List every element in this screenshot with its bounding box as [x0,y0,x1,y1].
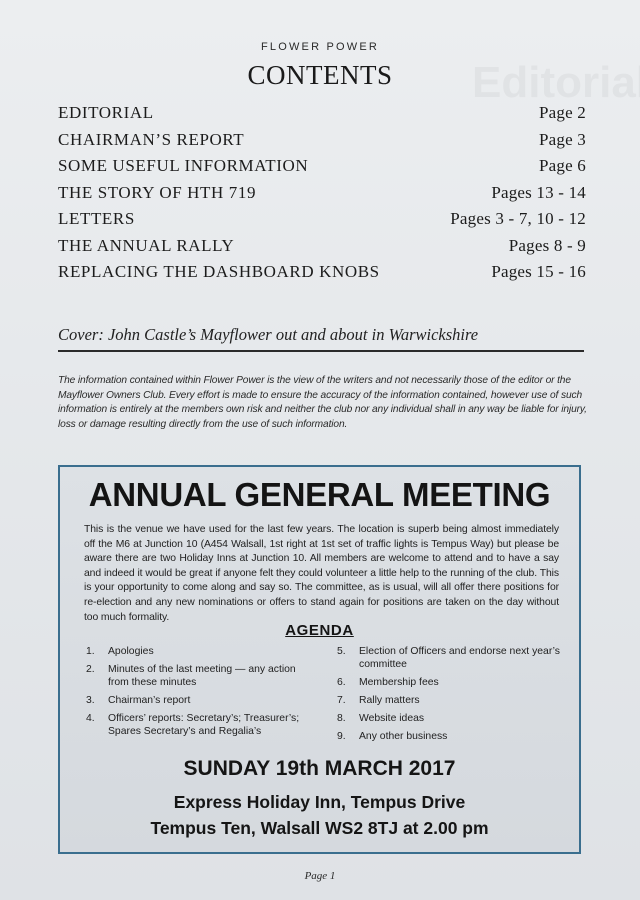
agm-title: ANNUAL GENERAL MEETING [88,476,551,513]
contents-item-page: Pages 8 - 9 [508,235,586,255]
contents-item-page: Page 3 [539,129,586,149]
agenda-item-text: Chairman’s report [108,695,191,706]
contents-list [58,103,586,289]
agenda-item [337,676,562,689]
page-number: Page 1 [304,870,336,882]
agenda-item-number: 4. [86,713,95,724]
agm-notice-box [58,465,581,854]
contents-item-page: Pages 3 - 7, 10 - 12 [450,209,586,228]
agenda-item-text: Apologies [108,646,154,657]
contents-item-title: THE ANNUAL RALLY [58,235,235,255]
agenda-item-number: 3. [86,695,95,706]
contents-row [58,262,586,289]
contents-item-page: Page 2 [539,103,586,122]
agenda-item-text: Officers’ reports: Secretary’s; Treasurer’s; Spares Secretary’s and Regalia’s [108,713,300,737]
agenda-item-number: 9. [337,731,346,742]
divider [58,350,584,352]
agenda-item [337,694,562,707]
agenda-item-number: 8. [337,713,346,724]
agenda-item [86,645,316,658]
contents-item-title: LETTERS [58,209,135,228]
agenda-item-number: 1. [86,646,95,657]
disclaimer-text: The information contained within Flower Power is the view of the writers and not necessarily those of the editor or the Mayflower Owners Club. Every effort is made to ensure the accuracy of the information contained, however use of such information is entirely at the members own risk and neither the club nor any individual shall in any way be liable for injury, loss or damage resulting directly from the use of such information. [58,375,587,430]
contents-item-title: REPLACING THE DASHBOARD KNOBS [58,262,380,281]
agenda-item-number: 6. [337,677,346,688]
contents-row [58,130,586,157]
page-title: CONTENTS [247,60,393,90]
contents-item-page: Pages 15 - 16 [491,262,586,281]
publication-name: FLOWER POWER [260,41,380,53]
agenda-item-number: 2. [86,664,95,675]
contents-row [58,103,586,130]
agenda-list-right [337,645,562,748]
agenda-item-text: Membership fees [359,677,439,688]
contents-item-page: Pages 13 - 14 [491,182,586,202]
agenda-item-text: Website ideas [359,713,425,724]
agenda-list-left [86,645,316,743]
agenda-heading: AGENDA [285,622,354,639]
agenda-item-text: Minutes of the last meeting — any action from these minutes [108,664,296,688]
agenda-item [86,712,316,738]
agenda-item-text: Any other business [359,731,448,742]
agm-venue-line-2: Tempus Ten, Walsall WS2 8TJ at 2.00 pm [150,818,489,838]
cover-caption: Cover: John Castle’s Mayflower out and about in Warwickshire [58,325,479,344]
agenda-item [86,663,316,689]
contents-row [58,236,586,263]
agenda-item-text: Election of Officers and endorse next year’s committee [359,646,560,670]
agm-body-text: This is the venue we have used for the last few years. The location is superb being almost immediately off the M6 at Junction 10 (A454 Walsall, 1st right at 1st set of traffic lights is Tempus Way) but please be aware there are two Holiday Inns at Junction 10. All members are welcome to attend and to have a say and indeed it would be great if anyone felt they could volunteer a little help to the running of the club. This is your opportunity to come along and say so. The committee, as is usual, will all offer there positions for re-election and any new nominations or offers to stand again for positions are taken on the day without too much formality. [84,524,559,623]
agenda-item [337,712,562,725]
agenda-item [86,694,316,707]
agenda-item [337,730,562,743]
agm-date: SUNDAY 19th MARCH 2017 [183,757,456,780]
agenda-item-number: 7. [337,695,346,706]
agm-venue-line-1: Express Holiday Inn, Tempus Drive [173,792,466,812]
contents-row [58,156,586,183]
contents-item-title: CHAIRMAN’S REPORT [58,129,245,149]
contents-row [58,183,586,210]
contents-item-title: SOME USEFUL INFORMATION [58,156,309,175]
contents-item-page: Page 6 [539,156,586,175]
agenda-item-text: Rally matters [359,695,420,706]
agenda-item-number: 5. [337,646,346,657]
contents-item-title: THE STORY OF HTH 719 [58,182,257,202]
contents-item-title: EDITORIAL [58,103,154,122]
agenda-item [337,645,562,671]
contents-row [58,209,586,236]
